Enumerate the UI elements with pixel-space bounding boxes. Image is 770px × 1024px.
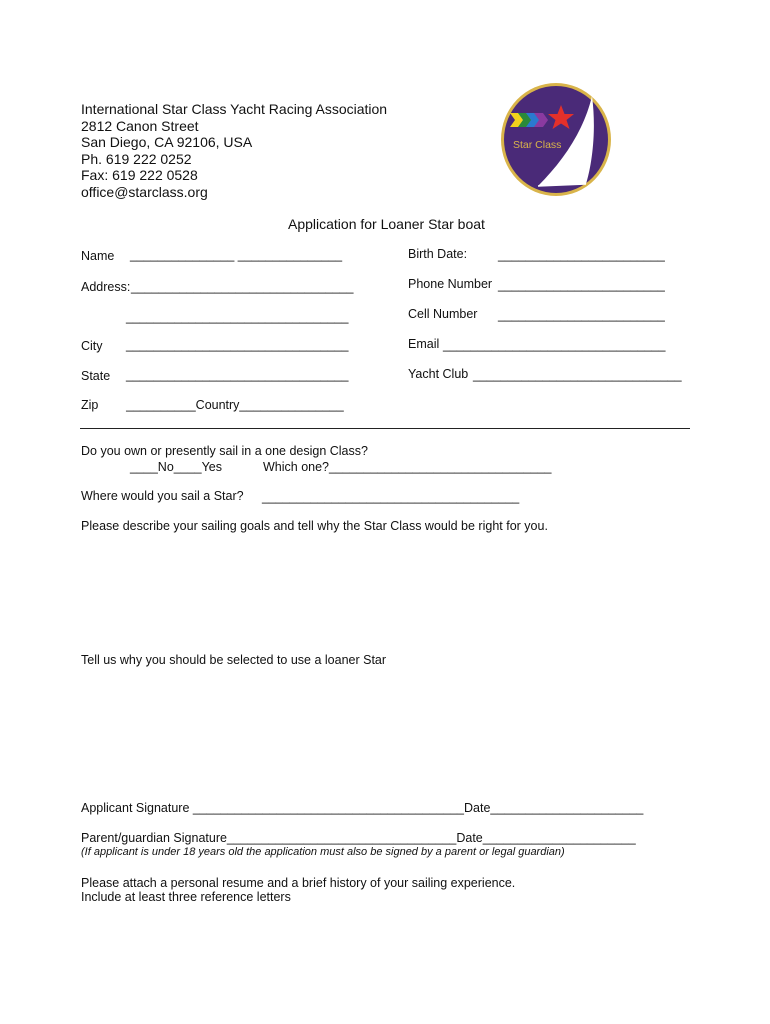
question-one-design: Do you own or presently sail in a one design Class? (81, 444, 368, 458)
state-field[interactable]: ________________________________ (126, 368, 349, 382)
address-line2-field[interactable]: ________________________________ (126, 310, 349, 324)
phone-number-field[interactable]: ________________________ (498, 278, 665, 292)
city-field[interactable]: ________________________________ (126, 338, 349, 352)
yacht-club-label: Yacht Club (408, 367, 469, 381)
org-street: 2812 Canon Street (81, 117, 199, 134)
yacht-club-field[interactable]: ______________________________ (473, 368, 682, 382)
city-label: City (81, 339, 103, 353)
name-label: Name (81, 249, 115, 263)
org-address (81, 101, 387, 200)
name-field[interactable]: _______________ _______________ (130, 248, 343, 262)
address-field[interactable]: ________________________________ (131, 280, 354, 294)
form-title: Application for Loaner Star boat (288, 216, 485, 232)
cell-number-label: Cell Number (408, 307, 478, 321)
where-sail-field[interactable]: _____________________________________ (262, 490, 520, 504)
sailing-goals-answer-area[interactable] (81, 540, 681, 640)
birth-date-field[interactable]: ________________________ (498, 248, 665, 262)
org-email: office@starclass.org (81, 183, 208, 200)
applicant-signature-field[interactable]: Applicant Signature _______________________________________Date______________________ (81, 801, 644, 815)
org-phone: Ph. 619 222 0252 (81, 150, 192, 167)
org-fax: Fax: 619 222 0528 (81, 167, 198, 183)
address-label: Address: (81, 280, 131, 294)
question-sailing-goals: Please describe your sailing goals and tell why the Star Class would be right for you. (81, 519, 548, 533)
one-design-yes-no-field[interactable]: ____No____Yes (130, 460, 222, 474)
phone-number-label: Phone Number (408, 277, 493, 291)
reference-letters-note: Include at least three reference letters (81, 890, 291, 904)
why-selected-answer-area[interactable] (81, 675, 681, 790)
email-field[interactable]: ________________________________ (443, 338, 666, 352)
email-label: Email (408, 337, 440, 351)
which-class-field[interactable]: Which one?________________________________ (263, 460, 552, 474)
attach-resume-note: Please attach a personal resume and a brief history of your sailing experience. (81, 876, 516, 890)
star-class-logo-icon (500, 82, 612, 197)
cell-number-field[interactable]: ________________________ (498, 308, 665, 322)
guardian-note: (If applicant is under 18 years old the application must also be signed by a parent or legal guardian) (81, 846, 565, 858)
question-why-selected: Tell us why you should be selected to use a loaner Star (81, 653, 387, 667)
org-name: International Star Class Yacht Racing Association (81, 101, 388, 117)
section-divider (80, 428, 690, 429)
parent-signature-field[interactable]: Parent/guardian Signature_________________________________Date______________________ (81, 831, 636, 845)
birth-date-label: Birth Date: (408, 247, 468, 261)
question-where-sail-label: Where would you sail a Star? (81, 489, 244, 503)
org-city: San Diego, CA 92106, USA (81, 134, 253, 150)
zip-country-field[interactable]: Zip __________Country_______________ (81, 398, 344, 412)
state-label: State (81, 369, 111, 383)
svg-text:Star Class: Star Class (513, 139, 562, 151)
